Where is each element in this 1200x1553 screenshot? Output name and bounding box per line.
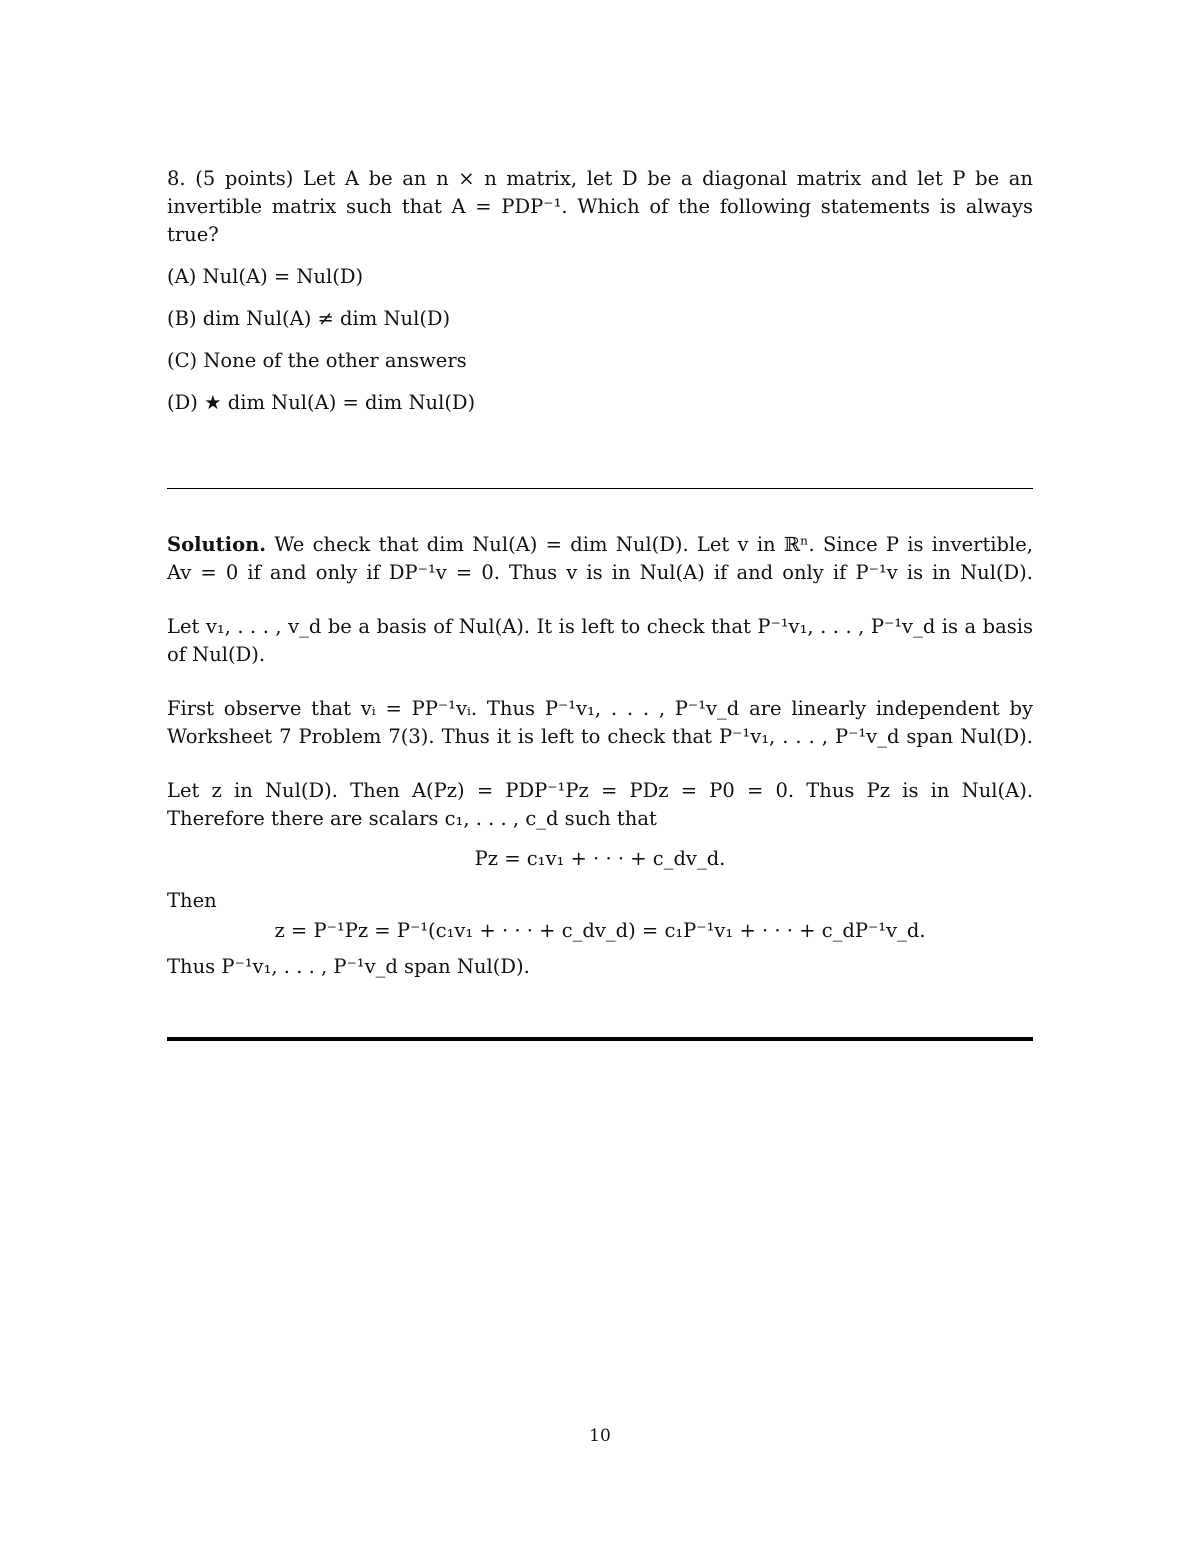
solution-heading: Solution.: [167, 533, 267, 556]
solution-conclusion: Thus P⁻¹v₁, . . . , P⁻¹v_d span Nul(D).: [167, 955, 530, 978]
solution-paragraph-1: [167, 531, 1033, 587]
choice-d-text: dim Nul(A) = dim Nul(D): [227, 391, 476, 414]
then-text: Then: [167, 889, 217, 912]
solution-p1-line2: Av = 0 if and only if DP⁻¹v = 0. Thus v is in Nul(A) if and only if P⁻¹v is in Nul(D).: [167, 561, 1033, 584]
page-number: 10: [589, 1426, 611, 1446]
choice-c-text: None of the other answers: [203, 349, 467, 372]
choice-c: [167, 347, 1033, 375]
choice-c-label: (C): [167, 349, 198, 372]
solution-p4-line1: Let z in Nul(D). Then A(Pz) = PDP⁻¹Pz = PDz = P0 = 0. Thus Pz is in Nul(A).: [167, 779, 1033, 802]
choice-b: [167, 305, 1033, 333]
solution-p4-line2: Therefore there are scalars c₁, . . . , c_d such that: [167, 807, 657, 830]
solution-paragraph-4: [167, 777, 1033, 981]
choice-a-label: (A): [167, 265, 197, 288]
question-line-1: 8. (5 points) Let A be an n × n matrix, let D be a diagonal matrix and let P be an: [167, 167, 1033, 190]
star-icon: ★: [204, 391, 222, 414]
question-line-3: true?: [167, 223, 219, 246]
equation-1: Pz = c₁v₁ + · · · + c_dv_d.: [474, 847, 726, 870]
solution-p3-line2: Worksheet 7 Problem 7(3). Thus it is left to check that P⁻¹v₁, . . . , P⁻¹v_d span Nul(D).: [167, 725, 1033, 748]
question-block: [167, 165, 1033, 417]
solution-p3-line1: First observe that vᵢ = PP⁻¹vᵢ. Thus P⁻¹v₁, . . . , P⁻¹v_d are linearly independent by: [167, 697, 1033, 720]
equation-2: z = P⁻¹Pz = P⁻¹(c₁v₁ + · · · + c_dv_d) = c₁P⁻¹v₁ + · · · + c_dP⁻¹v_d.: [274, 919, 926, 942]
solution-p2-line1: Let v₁, . . . , v_d be a basis of Nul(A). It is left to check that P⁻¹v₁, . . . , P⁻¹v_d is a basis: [167, 615, 1033, 638]
solution-paragraph-2: [167, 613, 1033, 669]
question-line-2: invertible matrix such that A = PDP⁻¹. Which of the following statements is always: [167, 195, 1033, 218]
choice-a: [167, 263, 1033, 291]
solution-line-1: [167, 531, 1033, 559]
divider-thin: [167, 488, 1033, 489]
choice-b-label: (B): [167, 307, 197, 330]
choice-b-text: dim Nul(A) ≠ dim Nul(D): [202, 307, 451, 330]
divider-thick: [167, 1037, 1033, 1041]
choice-a-text: Nul(A) = Nul(D): [202, 265, 364, 288]
solution-block: [167, 531, 1033, 981]
solution-paragraph-3: [167, 695, 1033, 751]
choice-d-label: (D): [167, 391, 198, 414]
solution-p1-line1: We check that dim Nul(A) = dim Nul(D). Let v in ℝⁿ. Since P is invertible,: [274, 533, 1033, 556]
solution-p2-line2: of Nul(D).: [167, 643, 266, 666]
choice-d: [167, 389, 1033, 417]
